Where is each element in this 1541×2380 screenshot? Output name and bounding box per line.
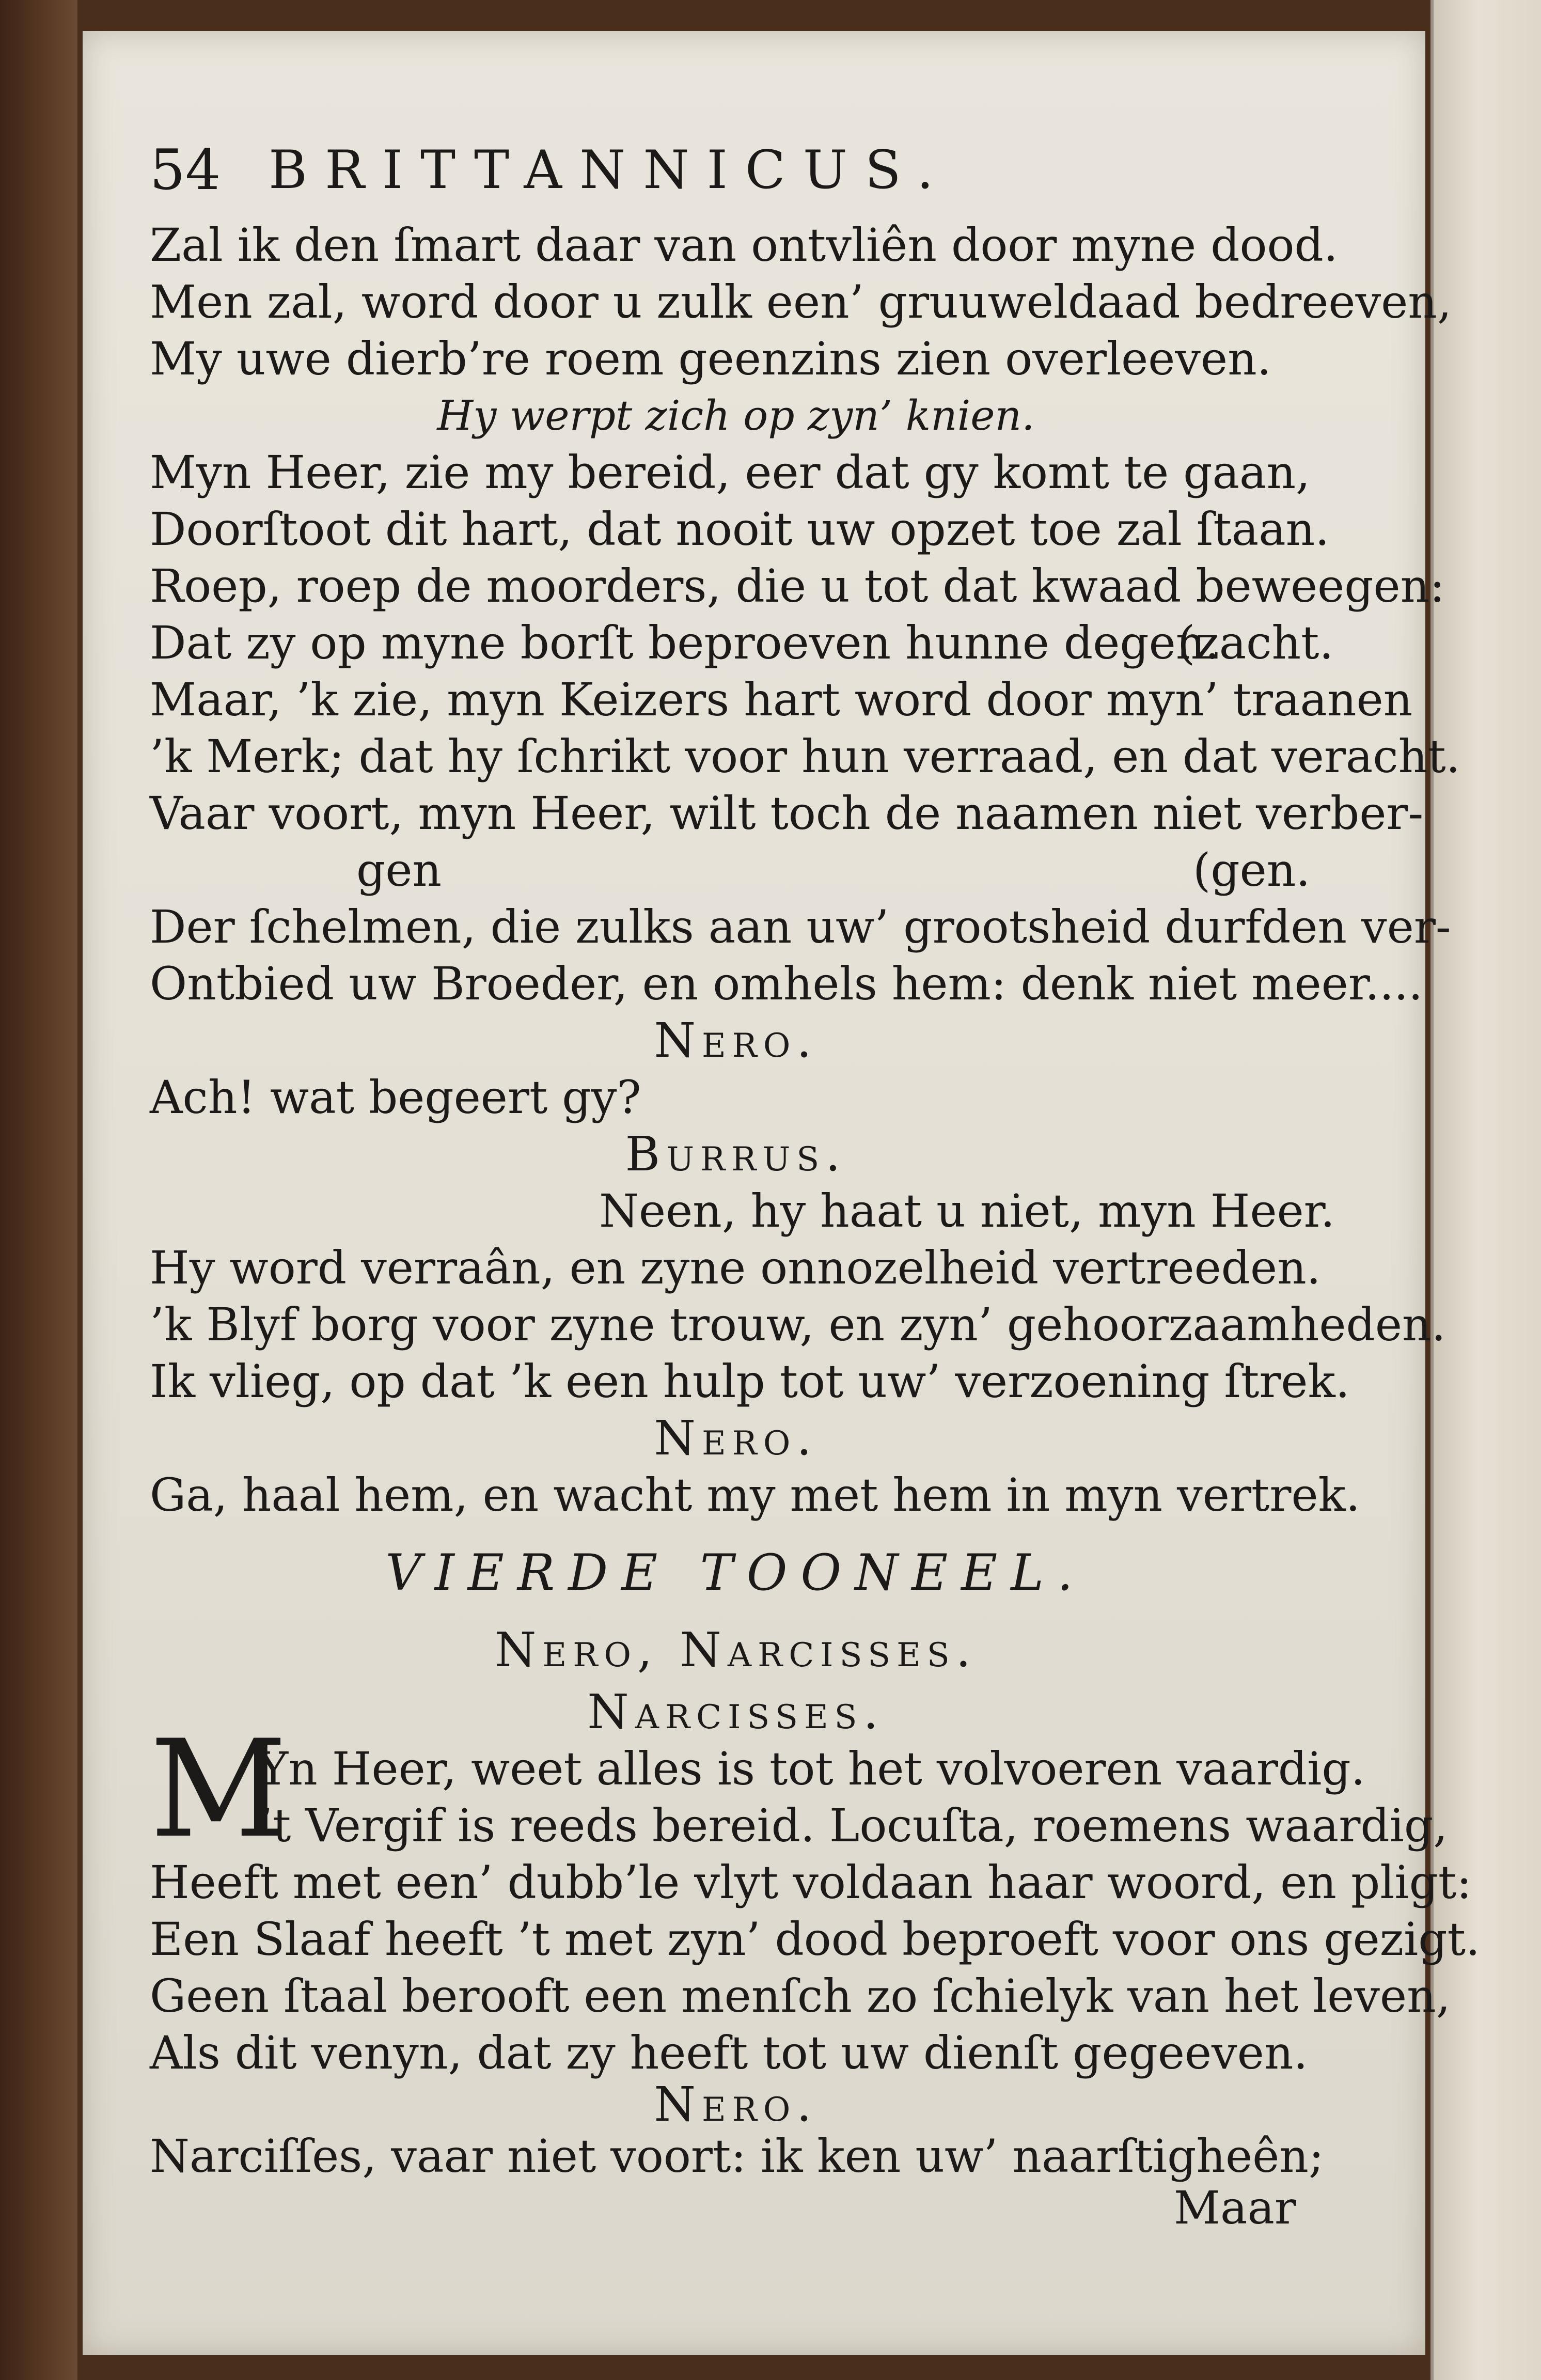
speaker-name: Nero. bbox=[654, 1411, 818, 1466]
running-title: BRITTANNICUS. bbox=[269, 139, 951, 201]
speaker-name: Narcisses. bbox=[587, 1684, 885, 1740]
verse-line: Ach! wat begeert gy? bbox=[150, 1071, 641, 1124]
verse-line: Een Slaaf heeft ’t met zyn’ dood beproeft voor ons gezigt. bbox=[150, 1913, 1480, 1966]
verse-line: Maar, ’k zie, myn Keizers hart word door myn’ traanen bbox=[150, 673, 1413, 726]
verse-line: Als dit venyn, dat zy heeft tot uw dienſt gegeeven. bbox=[150, 2026, 1308, 2079]
verse-line: Der ſchelmen, die zulks aan uw’ grootsheid durfden ver- bbox=[150, 900, 1451, 953]
verse-line: ’t Vergif is reeds bereid. Locuſta, roemens waardig, bbox=[258, 1799, 1448, 1852]
verse-line: Men zal, word door u zulk een’ gruuweldaad bedreeven, bbox=[150, 275, 1452, 328]
page-number: 54 bbox=[150, 138, 221, 202]
catchword: Maar bbox=[1173, 2181, 1296, 2234]
speaker-name: Burrus. bbox=[625, 1126, 847, 1182]
verse-line: Roep, roep de moorders, die u tot dat kwaad beweegen: bbox=[150, 559, 1445, 613]
book-page bbox=[83, 31, 1480, 2355]
verse-line: Neen, hy haat u niet, myn Heer. bbox=[599, 1184, 1335, 1238]
verse-line: Hy word verraân, en zyne onnozelheid vertreeden. bbox=[150, 1241, 1321, 1294]
verse-line: Myn Heer, zie my bereid, eer dat gy komt te gaan, bbox=[150, 446, 1311, 499]
stage-direction: Hy werpt zich op zyn’ knien. bbox=[437, 392, 1035, 440]
drop-cap: M bbox=[150, 1712, 288, 1868]
verse-line: ’k Merk; dat hy ſchrikt voor hun verraad, en dat veracht. bbox=[150, 730, 1460, 783]
verse-line: Zal ik den ſmart daar van ontvliên door myne dood. bbox=[150, 218, 1338, 272]
wood-table-edge bbox=[0, 0, 77, 2380]
verse-line: Dat zy op myne borſt beproeven hunne degen. bbox=[150, 616, 1220, 669]
verse-line: My uwe dierb’re roem geenzins zien overleeven. bbox=[150, 332, 1271, 385]
page-header bbox=[150, 134, 1322, 207]
verse-line: Heeft met een’ dubb’le vlyt voldaan haar woord, en pligt: bbox=[150, 1856, 1472, 1909]
scene-title: VIERDE TOONEEL. bbox=[385, 1544, 1087, 1602]
verse-line: ’k Blyf borg voor zyne trouw, en zyn’ gehoorzaamheden. bbox=[150, 1298, 1446, 1351]
verse-line: Narciſſes, vaar niet voort: ik ken uw’ naarſtigheên; bbox=[150, 2130, 1324, 2183]
scene-characters: Nero, Narcisses. bbox=[495, 1622, 977, 1678]
verse-line: Doorſtoot dit hart, dat nooit uw opzet toe zal ſtaan. bbox=[150, 503, 1330, 556]
verse-line: Ga, haal hem, en wacht my met hem in myn vertrek. bbox=[150, 1468, 1360, 1522]
verse-line: Ontbied uw Broeder, en omhels hem: denk niet meer.... bbox=[150, 957, 1423, 1010]
speaker-name: Nero. bbox=[654, 2077, 818, 2132]
verse-line: gen bbox=[356, 843, 442, 897]
verse-line: Ik vlieg, op dat ’k een hulp tot uw’ verzoening ſtrek. bbox=[150, 1355, 1350, 1408]
verse-line: Vaar voort, myn Heer, wilt toch de naamen niet verber- bbox=[150, 787, 1424, 840]
turnover-text: (zacht. bbox=[1177, 616, 1334, 669]
verse-line: Geen ſtaal berooft een menſch zo ſchielyk van het leven, bbox=[150, 1969, 1451, 2023]
verse-line: Yn Heer, weet alles is tot het volvoeren vaardig. bbox=[258, 1742, 1365, 1795]
speaker-name: Nero. bbox=[654, 1013, 818, 1068]
turnover-text: (gen. bbox=[1193, 843, 1311, 897]
